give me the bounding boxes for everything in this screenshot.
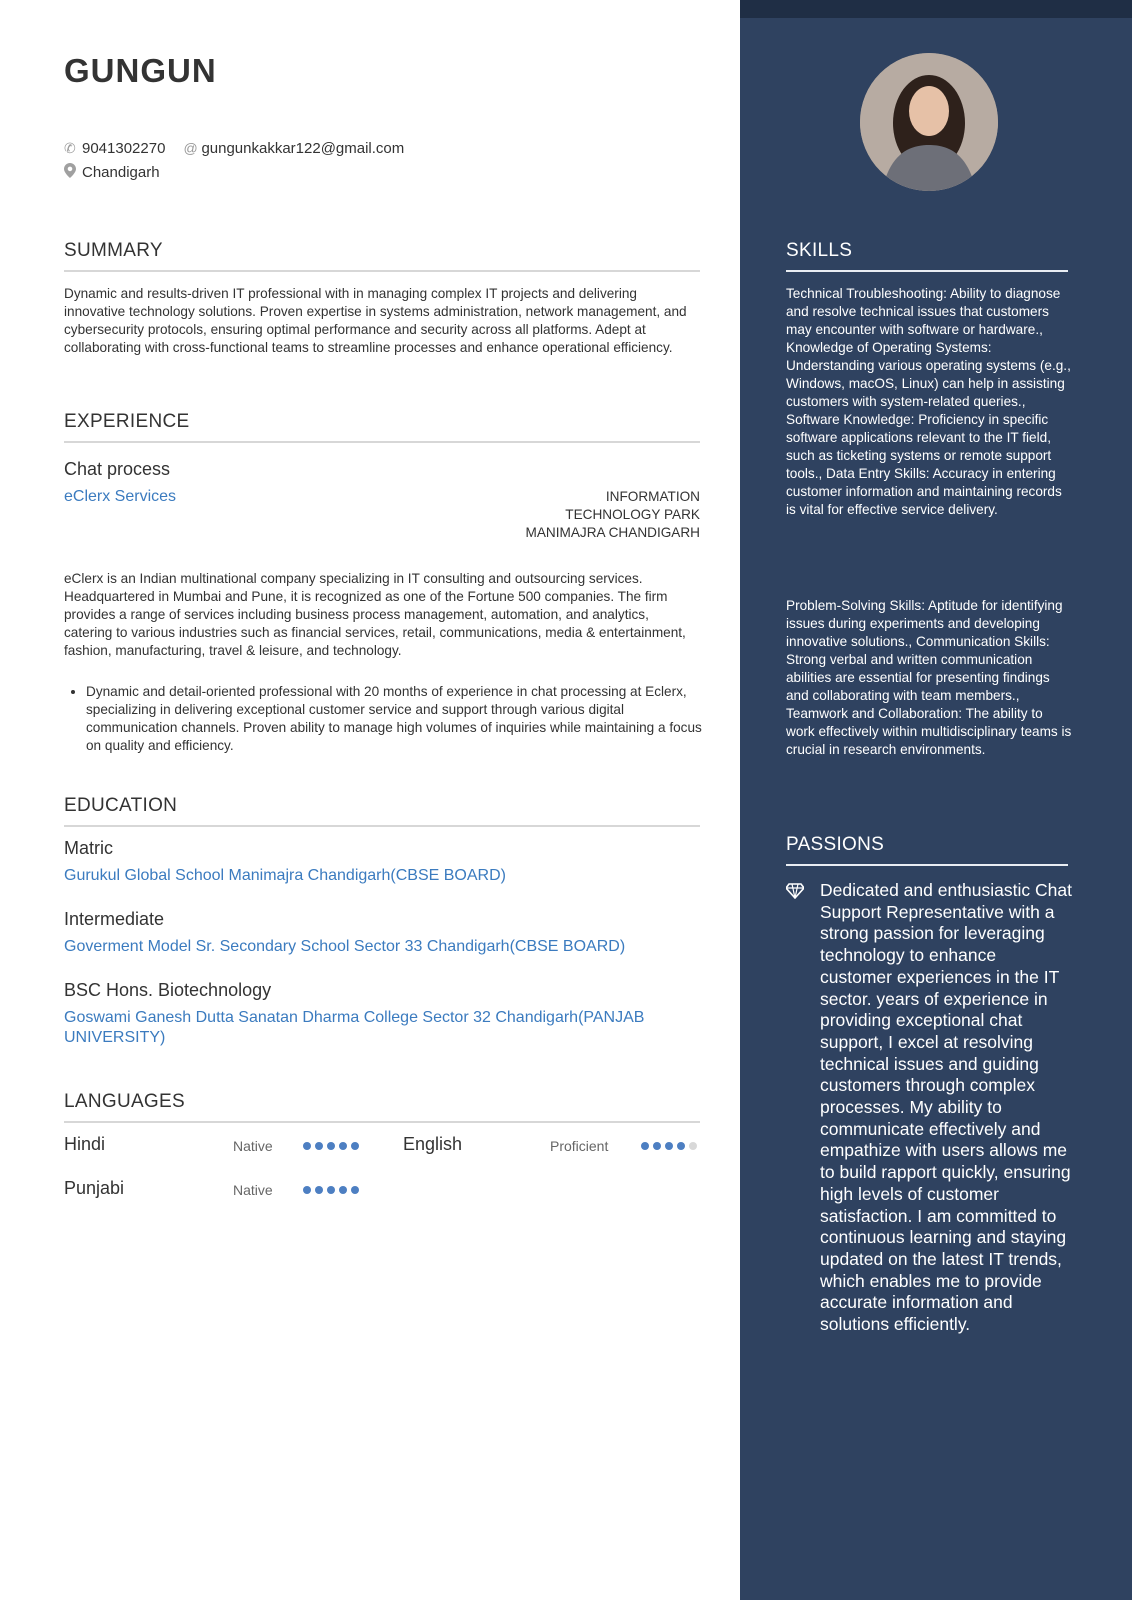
passions-heading: PASSIONS	[786, 834, 1068, 866]
rating-dot	[327, 1186, 335, 1194]
edu-degree: Matric	[64, 838, 113, 858]
candidate-name: GUNGUN	[64, 52, 217, 89]
rating-dot	[653, 1142, 661, 1150]
language-rating	[303, 1142, 359, 1150]
skills-paragraph: Technical Troubleshooting: Ability to diagnose and resolve technical issues that customers may encounter with software or hardware., Knowledge of Operating Systems: Understanding various operating systems (e.g., Windows, macOS, Linux) can help in assisting customers with system-related queries., Software Knowledge: Proficiency in specific software applications relevant to the IT field, such as ticketing systems or remote support tools., Data Entry Skills: Accuracy in entering customer information and maintaining records is vital for effective service delivery.	[786, 286, 1071, 517]
email-address: gungunkakkar122@gmail.com	[201, 139, 405, 157]
language-level: Proficient	[550, 1138, 609, 1154]
rating-dot	[315, 1186, 323, 1194]
location-text: Chandigarh	[82, 163, 160, 181]
job-bullet-list	[70, 683, 716, 755]
rating-dot	[327, 1142, 335, 1150]
experience-heading: EXPERIENCE	[64, 411, 700, 443]
rating-dot	[689, 1142, 697, 1150]
language-name: Punjabi	[64, 1178, 125, 1198]
language-level: Native	[233, 1182, 273, 1198]
edu-school: Goverment Model Sr. Secondary School Sector 33 Chandigarh(CBSE BOARD)	[64, 938, 626, 955]
rating-dot	[351, 1186, 359, 1194]
language-name: Hindi	[64, 1134, 106, 1154]
edu-school: Gurukul Global School Manimajra Chandigarh(CBSE BOARD)	[64, 867, 506, 884]
job-company: eClerx Services	[64, 488, 177, 505]
passion-text: Dedicated and enthusiastic Chat Support Representative with a strong passion for leveraging technology to enhance customer experiences in the IT sector. years of experience in providing exceptional chat support, I excel at resolving technical issues and guiding customers through complex processes. My ability to communicate effectively and empathize with users allows me to build rapport quickly, ensuring high levels of customer satisfaction. I am committed to continuous learning and staying updated on the latest IT trends, which enables me to provide accurate information and solutions efficiently.	[820, 880, 1072, 1335]
rating-dot	[339, 1186, 347, 1194]
edu-degree: BSC Hons. Biotechnology	[64, 980, 272, 1000]
profile-photo	[860, 53, 998, 191]
sidebar-top-band	[740, 0, 1132, 18]
phone-icon: ✆	[64, 139, 76, 156]
rating-dot	[677, 1142, 685, 1150]
rating-dot	[665, 1142, 673, 1150]
edu-school: Goswami Ganesh Dutta Sanatan Dharma College Sector 32 Chandigarh(PANJAB UNIVERSITY)	[64, 1009, 645, 1046]
rating-dot	[339, 1142, 347, 1150]
skills-paragraph: Problem-Solving Skills: Aptitude for identifying issues during experiments and developing innovative solutions., Communication Skills: Strong verbal and written communication abilities are essential for presenting findings and collaborating with team members., Teamwork and Collaboration: The ability to work effectively within multidisciplinary teams is crucial in research environments.	[786, 598, 1072, 757]
job-description: eClerx is an Indian multinational company specializing in IT consulting and outsourcing services. Headquartered in Mumbai and Pune, it is recognized as one of the Fortune 500 companies. The firm provides a range of services including business process management, automation, and analytics, catering to various industries such as financial services, retail, communications, media & entertainment, fashion, manufacturing, travel & leisure, and technology.	[64, 571, 686, 658]
summary-text: Dynamic and results-driven IT professional with in managing complex IT projects and delivering innovative technology solutions. Proven expertise in systems administration, network management, and cybersecurity protocols, ensuring optimal performance and security across all platforms. Adept at collaborating with cross-functional teams to streamline processes and enhance operational efficiency.	[64, 286, 687, 355]
sidebar	[740, 0, 1132, 1600]
job-bullet: • Dynamic and detail-oriented professional with 20 months of experience in chat processing at Eclerx, specializing in delivering exceptional customer service and support through various digital communication channels. Proven ability to manage high volumes of inquiries while maintaining a focus on quality and efficiency.	[86, 683, 716, 755]
language-name: English	[403, 1134, 463, 1154]
education-heading: EDUCATION	[64, 795, 700, 827]
languages-heading: LANGUAGES	[64, 1091, 700, 1123]
phone-number: 9041302270	[82, 139, 166, 157]
language-rating	[641, 1142, 697, 1150]
rating-dot	[351, 1142, 359, 1150]
rating-dot	[303, 1186, 311, 1194]
location-pin-icon	[64, 163, 82, 181]
diamond-icon	[786, 883, 804, 904]
job-title: Chat process	[64, 459, 171, 479]
job-location: INFORMATION TECHNOLOGY PARK MANIMAJRA CHANDIGARH	[525, 489, 700, 540]
summary-heading: SUMMARY	[64, 240, 700, 272]
rating-dot	[315, 1142, 323, 1150]
language-level: Native	[233, 1138, 273, 1154]
language-rating	[303, 1186, 359, 1194]
rating-dot	[303, 1142, 311, 1150]
rating-dot	[641, 1142, 649, 1150]
skills-heading: SKILLS	[786, 240, 1068, 272]
contact-info	[64, 136, 404, 184]
at-icon: @	[183, 140, 198, 156]
edu-degree: Intermediate	[64, 909, 165, 929]
